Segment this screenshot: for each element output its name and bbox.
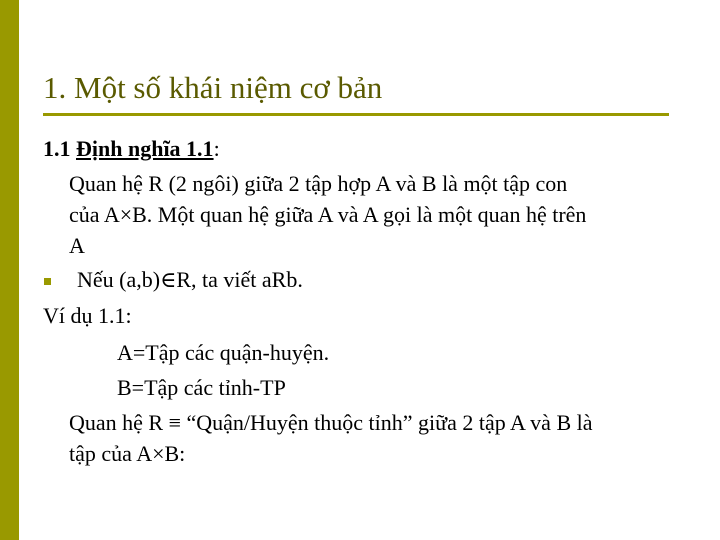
definition-line-3: A [69, 233, 85, 258]
bullet-text: Nếu (a,b)∈R, ta viết aRb. [77, 267, 303, 292]
example-set-a: A=Tập các quận-huyện. [117, 340, 330, 365]
definition-line-2: của A×B. Một quan hệ giữa A và A gọi là một quan hệ trên [69, 202, 587, 227]
slide-title: 1. Một số khái niệm cơ bản [43, 70, 383, 105]
relation-line-1: Quan hệ R ≡ “Quận/Huyện thuộc tỉnh” giữa 2 tập A và B là [69, 410, 593, 435]
example-label: Ví dụ 1.1: [43, 303, 132, 328]
definition-heading [43, 136, 220, 162]
left-accent-bar [0, 0, 19, 540]
square-bullet-icon [44, 278, 51, 285]
title-underline [43, 113, 669, 116]
heading-suffix: : [213, 136, 220, 161]
relation-line-2: tập của A×B: [69, 441, 186, 466]
example-set-b: B=Tập các tỉnh-TP [117, 375, 286, 400]
definition-line-1: Quan hệ R (2 ngôi) giữa 2 tập hợp A và B là một tập con [69, 171, 568, 196]
heading-prefix: 1.1 [43, 136, 76, 161]
heading-label: Định nghĩa 1.1 [76, 136, 214, 161]
